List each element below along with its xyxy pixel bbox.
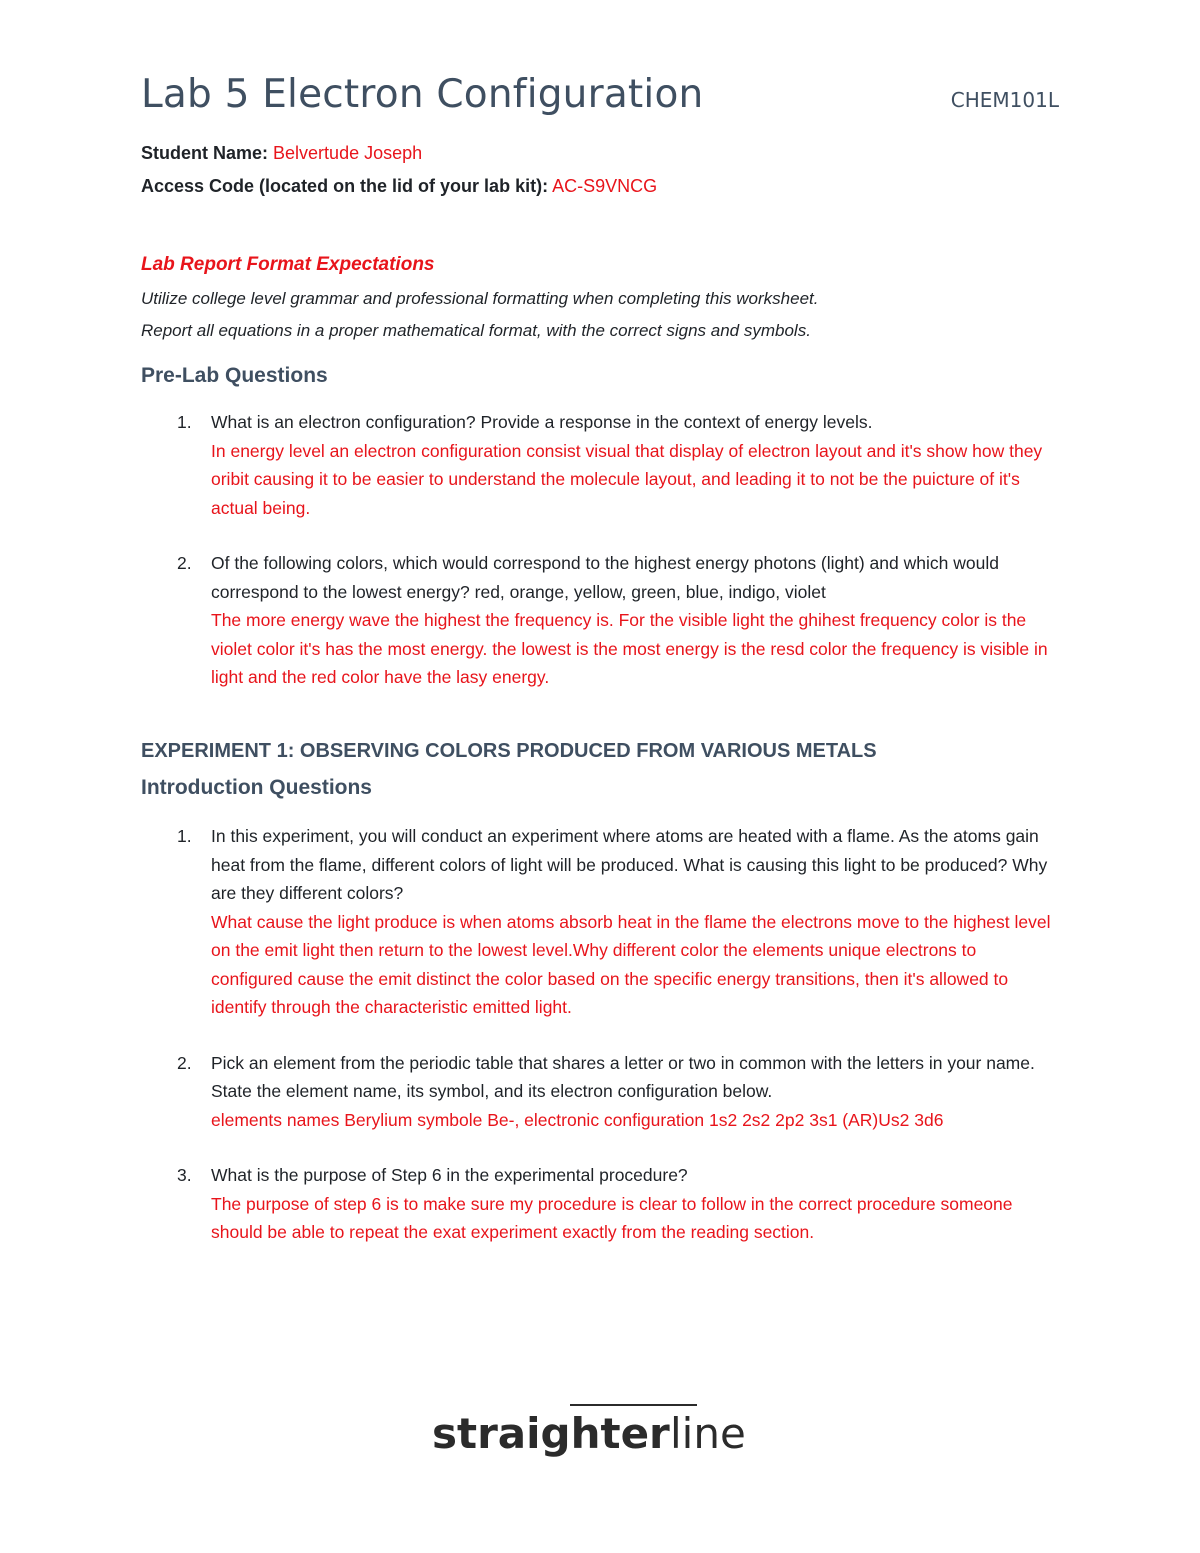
question-item xyxy=(141,1161,1061,1247)
question-text: Of the following colors, which would correspond to the highest energy photons (light) and which would correspond to the lowest energy? red, orange, yellow, green, blue, indigo, violet xyxy=(211,553,999,602)
title-row xyxy=(141,72,1059,117)
answer-text: The more energy wave the highest the frequency is. For the visible light the ghihest frequency color is the violet color it's has the most energy. the lowest is the most energy is the resd color the frequency is visible in light and the red color have the lasy energy. xyxy=(211,610,1048,687)
question-item xyxy=(141,408,1061,522)
course-code: CHEM101L xyxy=(950,88,1059,112)
question-text: In this experiment, you will conduct an experiment where atoms are heated with a flame. As the atoms gain heat from the flame, different colors of light will be produced. What is causing this light to be produced? Why are they different colors? xyxy=(211,826,1048,903)
answer-text: elements names Berylium symbole Be-, electronic configuration 1s2 2s2 2p2 3s1 (AR)Us2 3d6 xyxy=(211,1109,944,1130)
prelab-heading: Pre-Lab Questions xyxy=(141,364,328,387)
experiment-1-heading: EXPERIMENT 1: OBSERVING COLORS PRODUCED FROM VARIOUS METALS xyxy=(141,740,877,762)
expectation-line: Report all equations in a proper mathematical format, with the correct signs and symbols. xyxy=(141,321,811,340)
question-text: What is an electron configuration? Provide a response in the context of energy levels. xyxy=(211,412,873,432)
logo-wordmark-light: line xyxy=(670,1409,746,1458)
answer-text: What cause the light produce is when atoms absorb heat in the flame the electrons move to the highest level on the emit light then return to the lowest level.Why different color the elements unique electrons to configured cause the emit distinct the color based on the specific energy transitions, then it's allowed to identify through the characteristic emitted light. xyxy=(211,911,1051,1017)
straighterline-logo xyxy=(432,1402,772,1462)
question-number: 3. xyxy=(177,1165,192,1185)
student-name-line xyxy=(141,143,422,164)
answer-text: The purpose of step 6 is to make sure my procedure is clear to follow in the correct procedure someone should be able to repeat the exat experiment exactly from the reading section. xyxy=(211,1193,1013,1242)
answer-text: In energy level an electron configuration consist visual that display of electron layout and it's show how they oribit causing it to be easier to understand the molecule layout, and leading it to not be the puicture of it's actual being. xyxy=(211,440,1043,518)
question-number: 2. xyxy=(177,1052,192,1073)
student-name-label: Student Name: xyxy=(141,143,269,163)
document-title: Lab 5 Electron Configuration xyxy=(141,72,704,117)
access-code-line xyxy=(141,176,657,197)
access-code-label: Access Code (located on the lid of your lab kit): xyxy=(141,176,549,196)
access-code-value: AC-S9VNCG xyxy=(552,176,658,196)
expectation-line: Utilize college level grammar and professional formatting when completing this worksheet. xyxy=(141,289,819,308)
question-text: Pick an element from the periodic table that shares a letter or two in common with the letters in your name. State the element name, its symbol, and its electron configuration below. xyxy=(211,1052,1035,1101)
prelab-question-list xyxy=(141,408,1061,692)
question-text: What is the purpose of Step 6 in the experimental procedure? xyxy=(211,1165,688,1185)
question-item xyxy=(141,822,1061,1022)
introduction-questions-heading: Introduction Questions xyxy=(141,776,372,799)
question-item xyxy=(141,549,1061,692)
question-number: 1. xyxy=(177,412,192,432)
question-number: 1. xyxy=(177,826,192,846)
question-item xyxy=(141,1049,1061,1135)
format-expectations-heading: Lab Report Format Expectations xyxy=(141,254,435,275)
question-number: 2. xyxy=(177,553,192,573)
student-name-value: Belvertude Joseph xyxy=(273,143,423,163)
introduction-question-list xyxy=(141,822,1061,1247)
logo-wordmark-bold: straighter xyxy=(432,1409,670,1458)
